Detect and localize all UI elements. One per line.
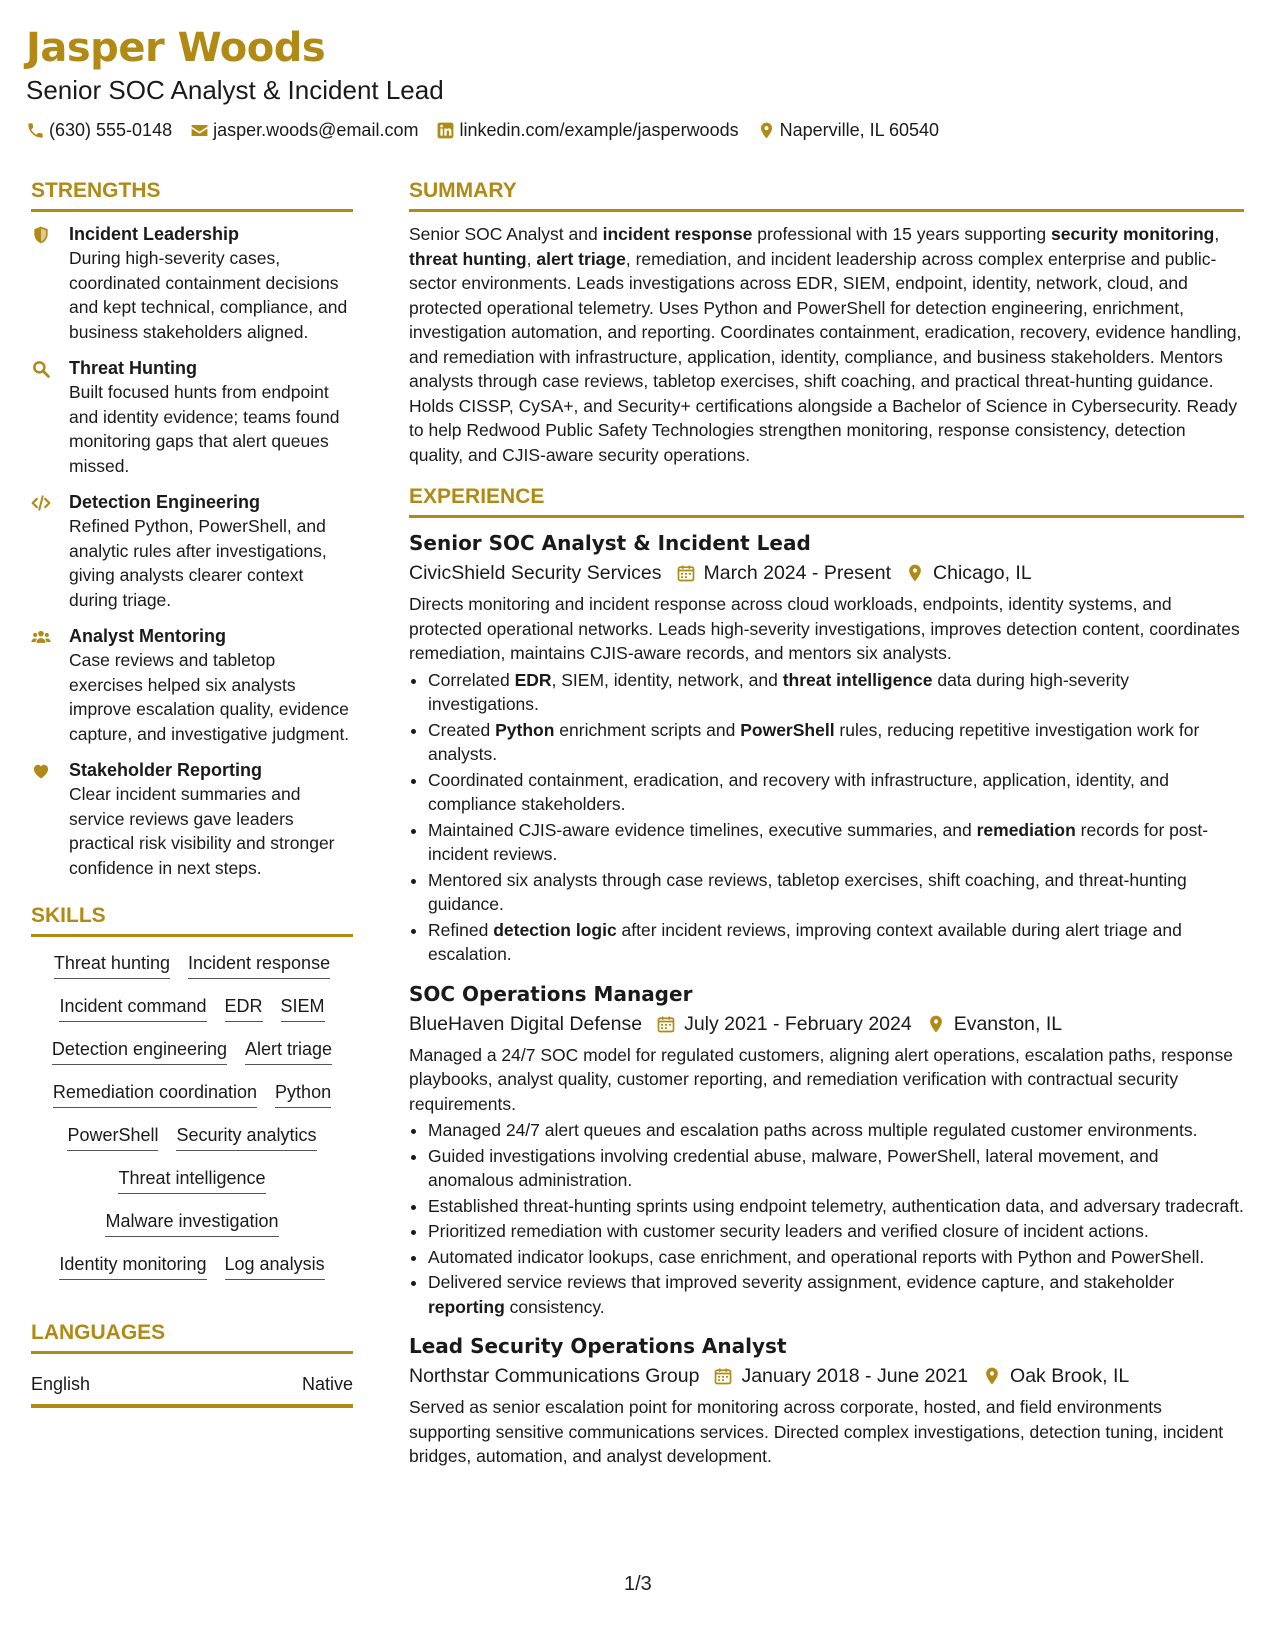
text-run: Mentored six analysts through case reviews, tabletop exercises, shift coaching, and threat-hunting guidance. [428, 869, 1187, 914]
search-icon [31, 359, 51, 379]
text-run: , SIEM, identity, network, and [551, 669, 783, 690]
strength-item [31, 758, 353, 880]
job-location: Evanston, IL [953, 1012, 1063, 1035]
strength-title: Detection Engineering [69, 492, 261, 512]
strength-item [31, 222, 353, 344]
job-entry [409, 1331, 1244, 1469]
bullet-item [428, 668, 1244, 717]
job-entry [409, 528, 1244, 967]
job-company: BlueHaven Digital Defense [409, 1012, 643, 1035]
skill-tag: Malware investigation [105, 1209, 278, 1237]
location-text: Naperville, IL 60540 [779, 120, 940, 140]
phone-icon [26, 121, 45, 140]
strength-title: Analyst Mentoring [69, 626, 227, 646]
calendar-icon [713, 1366, 733, 1386]
emphasis-text: detection logic [493, 919, 617, 940]
job-location: Chicago, IL [933, 562, 1032, 584]
language-name: English [31, 1374, 91, 1394]
code-icon [31, 493, 51, 513]
job-dates: March 2024 - Present [703, 562, 892, 584]
text-run: Coordinated containment, eradication, and recovery with infrastructure, application, identity, and compliance stakeholders. [428, 769, 1169, 814]
text-run: Created [428, 719, 496, 740]
text-run: consistency. [504, 1296, 605, 1317]
envelope-icon [190, 121, 209, 140]
skill-tag: Detection engineering [52, 1037, 227, 1065]
skill-tag: EDR [225, 994, 263, 1022]
emphasis-text: PowerShell [740, 719, 835, 740]
job-title: SOC Operations Manager [409, 981, 693, 1006]
skill-tag: Incident response [188, 951, 330, 979]
skill-tag: SIEM [281, 994, 325, 1022]
resume-header [26, 24, 957, 142]
skills-list [31, 947, 353, 1295]
calendar-icon [676, 563, 696, 583]
text-run: Maintained CJIS-aware evidence timelines, executive summaries, and [428, 819, 977, 840]
left-column [31, 175, 353, 1408]
strength-text: Clear incident summaries and service reviews gave leaders practical risk visibility and stronger confidence in next steps. [69, 784, 335, 878]
skills-heading: SKILLS [31, 900, 353, 937]
job-company: CivicShield Security Services [409, 562, 662, 584]
strength-text: During high-severity cases, coordinated containment decisions and kept technical, compliance, and business stakeholders aligned. [69, 248, 348, 342]
page-number: 1/3 [624, 1573, 652, 1595]
skill-tag: Threat intelligence [118, 1166, 265, 1194]
job-location: Oak Brook, IL [1010, 1365, 1130, 1387]
bullet-item [428, 718, 1244, 767]
linkedin-icon [436, 121, 455, 140]
skill-tag: Python [275, 1080, 331, 1108]
emphasis-text: security monitoring [1050, 224, 1215, 244]
text-run: , [526, 248, 537, 269]
experience-heading: EXPERIENCE [409, 481, 1244, 518]
text-run: Correlated [428, 669, 515, 690]
email-text[interactable]: jasper.woods@email.com [213, 120, 419, 140]
strengths-heading: STRENGTHS [31, 175, 353, 212]
emphasis-text: remediation [976, 819, 1076, 840]
candidate-name: Jasper Woods [26, 25, 326, 71]
job-title: Senior SOC Analyst & Incident Lead [409, 531, 811, 555]
map-pin-icon [926, 1014, 946, 1034]
language-row [31, 1364, 353, 1408]
contact-phone [26, 118, 172, 142]
strength-text: Built focused hunts from endpoint and identity evidence; teams found monitoring gaps that alert queues missed. [69, 382, 340, 476]
bullet-item [428, 818, 1244, 867]
heart-icon [31, 761, 51, 781]
job-title: Lead Security Operations Analyst [409, 1334, 787, 1358]
languages-heading: LANGUAGES [31, 1317, 353, 1354]
strength-text: Refined Python, PowerShell, and analytic rules after investigations, giving analysts clearer context during triage. [69, 516, 327, 610]
emphasis-text: reporting [428, 1296, 505, 1317]
strength-title: Stakeholder Reporting [69, 760, 263, 780]
job-dates: July 2021 - February 2024 [684, 1012, 912, 1035]
strength-item [31, 356, 353, 478]
bullet-item [428, 1245, 1244, 1270]
text-run: after incident reviews, improving context available during alert triage and escalation. [428, 919, 1182, 964]
skill-tag: Incident command [59, 994, 206, 1022]
emphasis-text: EDR [514, 669, 552, 690]
language-level: Native [301, 1374, 353, 1394]
users-icon [31, 627, 51, 647]
summary-text [409, 222, 1244, 467]
strength-item [31, 490, 353, 612]
right-column [409, 175, 1244, 1471]
bullet-item [428, 1219, 1244, 1244]
job-meta [409, 1009, 1244, 1039]
text-run: , [1214, 224, 1220, 244]
skill-tag: Security analytics [176, 1123, 316, 1151]
text-run: Established threat-hunting sprints using endpoint telemetry, authentication data, and adversary tradecraft. [428, 1195, 1244, 1216]
strength-text: Case reviews and tabletop exercises helped six analysts improve escalation quality, evidence capture, and investigative judgment. [69, 650, 350, 744]
bullet-item [428, 868, 1244, 917]
contact-bar [26, 118, 957, 142]
text-run: Prioritized remediation with customer security leaders and verified closure of incident actions. [428, 1221, 1149, 1241]
text-run: Managed 24/7 alert queues and escalation paths across multiple regulated customer environments. [428, 1120, 1198, 1140]
emphasis-text: incident response [602, 224, 753, 244]
bullet-item [428, 1270, 1244, 1319]
calendar-icon [656, 1014, 676, 1034]
text-run: data during high-severity investigations. [428, 669, 1129, 714]
emphasis-text: alert triage [536, 248, 626, 269]
job-meta [409, 558, 1244, 588]
text-run: records for post-incident reviews. [428, 819, 1209, 864]
text-run: Delivered service reviews that improved severity assignment, evidence capture, and stakeholder [428, 1272, 1175, 1292]
skill-tag: Remediation coordination [53, 1080, 257, 1108]
text-run: Automated indicator lookups, case enrichment, and operational reports with Python and PowerShell. [428, 1246, 1205, 1267]
map-pin-icon [905, 563, 925, 583]
map-pin-icon [982, 1366, 1002, 1386]
bullet-item [428, 918, 1244, 967]
text-run: rules, reducing repetitive investigation work for analysts. [428, 719, 1200, 764]
shield-icon [31, 225, 51, 245]
candidate-role: Senior SOC Analyst & Incident Lead [26, 75, 444, 105]
bullet-item [428, 1118, 1244, 1143]
strength-title: Threat Hunting [69, 358, 197, 378]
text-run: Refined [428, 919, 494, 940]
text-run: Senior SOC Analyst and [409, 224, 603, 244]
contact-email[interactable] [190, 118, 418, 142]
bullet-item [428, 768, 1244, 817]
emphasis-text: Python [495, 719, 555, 740]
job-description: Directs monitoring and incident response across cloud workloads, endpoints, identity systems, and protected operational networks. Leads high-severity investigations, improves detection content, coordinates remediation, maintains CJIS-aware records, and mentors six analysts. [409, 594, 1240, 663]
job-bullets [409, 1118, 1244, 1319]
job-company: Northstar Communications Group [409, 1365, 700, 1387]
linkedin-text[interactable]: linkedin.com/example/jasperwoods [459, 120, 739, 140]
skill-tag: Identity monitoring [59, 1252, 206, 1280]
skill-tag: Log analysis [225, 1252, 325, 1280]
job-entry [409, 979, 1244, 1320]
job-meta [409, 1361, 1244, 1391]
contact-linkedin[interactable] [436, 118, 738, 142]
job-bullets [409, 668, 1244, 967]
text-run: , remediation, and incident leadership across complex enterprise and public-sector environments. Leads investigations across EDR, SIEM, endpoint, identity, network, cloud, and protected operational telemetry. Uses Python and PowerShell for detection engineering, enrichment, investigation automation, and reporting. Coordinates containment, eradication, recovery, evidence handling, and remediation with infrastructure, application, identity, compliance, and business stakeholders. Mentors analysts through case reviews, tabletop exercises, shift coaching, and practical threat-hunting guidance. Holds CISSP, CySA+, and Security+ certifications alongside a Bachelor of Science in Cybersecurity. Ready to help Redwood Public Safety Technologies strengthen monitoring, response consistency, detection quality, and CJIS-aware security operations. [409, 248, 1242, 465]
map-pin-icon [757, 121, 776, 140]
job-description: Managed a 24/7 SOC model for regulated customers, aligning alert operations, escalation paths, response playbooks, analyst quality, customer reporting, and remediation verification with contractual security requirements. [409, 1044, 1233, 1114]
bullet-item [428, 1144, 1244, 1193]
job-dates: January 2018 - June 2021 [741, 1365, 969, 1387]
strength-title: Incident Leadership [69, 224, 240, 244]
emphasis-text: threat intelligence [782, 669, 933, 690]
text-run: enrichment scripts and [554, 719, 741, 740]
emphasis-text: threat hunting [409, 248, 527, 269]
text-run: professional with 15 years supporting [752, 224, 1051, 244]
bullet-item [428, 1194, 1244, 1219]
skill-tag: Alert triage [245, 1037, 332, 1065]
strength-item [31, 624, 353, 746]
text-run: Guided investigations involving credential abuse, malware, PowerShell, lateral movement, and anomalous administration. [428, 1145, 1159, 1190]
job-description: Served as senior escalation point for monitoring across corporate, hosted, and field environments supporting sensitive communications services. Directed complex investigations, detection tuning, incident bridges, automation, and analyst development. [409, 1397, 1224, 1466]
phone-text: (630) 555-0148 [49, 120, 173, 140]
skill-tag: Threat hunting [54, 951, 170, 979]
contact-location [757, 118, 939, 142]
summary-heading: SUMMARY [409, 175, 1244, 212]
skill-tag: PowerShell [67, 1123, 158, 1151]
